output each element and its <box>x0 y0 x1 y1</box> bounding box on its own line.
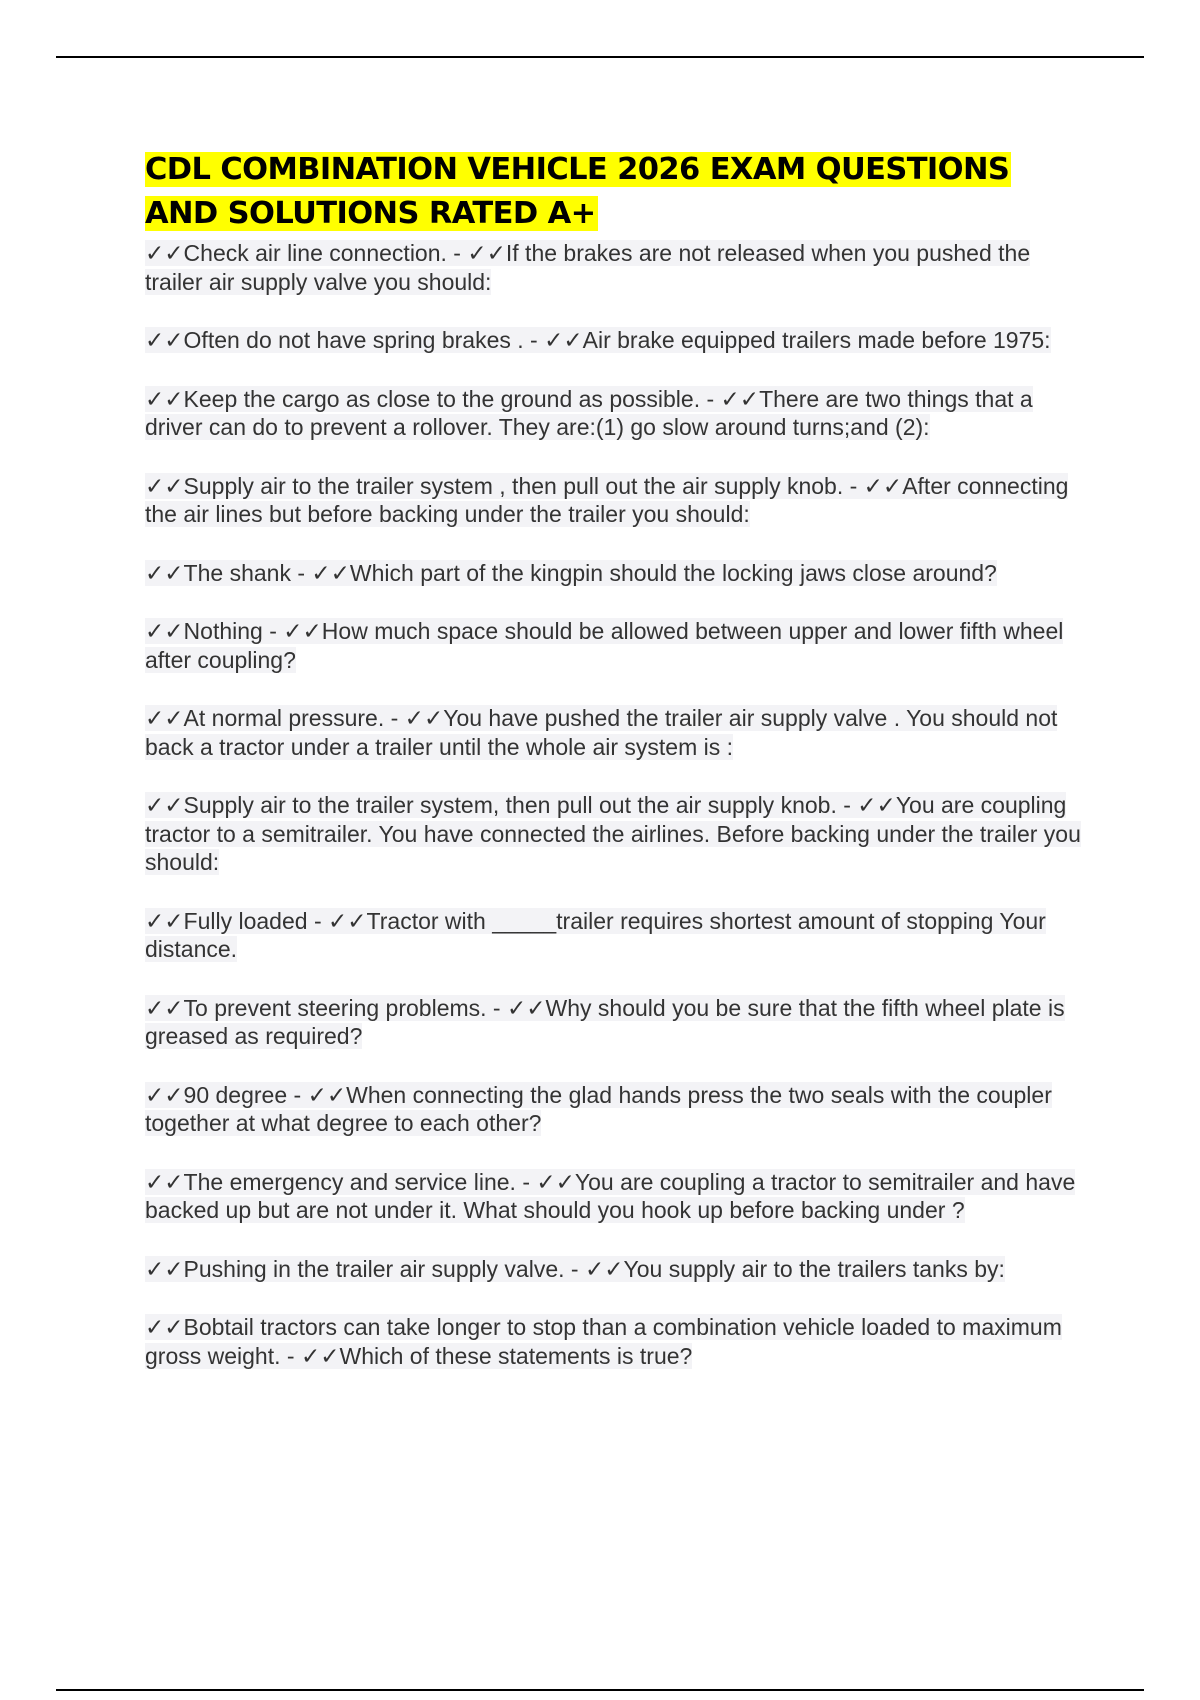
qa-item-text: ✓✓Supply air to the trailer system , then pull out the air supply knob. - ✓✓After connecting the air lines but before backing under the trailer you should: <box>145 472 1069 527</box>
qa-item-text: ✓✓The shank - ✓✓Which part of the kingpin should the locking jaws close around? <box>145 559 997 586</box>
qa-item <box>145 1081 1090 1138</box>
qa-item-text: ✓✓Fully loaded - ✓✓Tractor with _____trailer requires shortest amount of stopping Your distance. <box>145 907 1046 962</box>
document-title-text: CDL COMBINATION VEHICLE 2026 EXAM QUESTIONS AND SOLUTIONS RATED A+ <box>145 152 1010 231</box>
qa-item <box>145 791 1090 877</box>
qa-item-text: ✓✓Bobtail tractors can take longer to stop than a combination vehicle loaded to maximum gross weight. - ✓✓Which of these statements is true? <box>145 1314 1062 1369</box>
qa-item <box>145 907 1090 964</box>
qa-item <box>145 1255 1090 1284</box>
top-rule <box>56 56 1144 58</box>
qa-item-text: ✓✓Supply air to the trailer system, then pull out the air supply knob. - ✓✓You are coupling tractor to a semitrailer. You have connected the airlines. Before backing under the trailer you should: <box>145 792 1081 875</box>
qa-item <box>145 326 1090 355</box>
qa-item-text: ✓✓Pushing in the trailer air supply valve. - ✓✓You supply air to the trailers tanks by: <box>145 1255 1005 1282</box>
qa-item-text: ✓✓Keep the cargo as close to the ground as possible. - ✓✓There are two things that a driver can do to prevent a rollover. They are:(1) go slow around turns;and (2): <box>145 385 1033 440</box>
qa-item-text: ✓✓90 degree - ✓✓When connecting the glad hands press the two seals with the coupler together at what degree to each other? <box>145 1081 1052 1136</box>
qa-item <box>145 1313 1090 1370</box>
qa-item <box>145 559 1090 588</box>
qa-item-text: ✓✓Often do not have spring brakes . - ✓✓Air brake equipped trailers made before 1975: <box>145 327 1051 353</box>
qa-item <box>145 472 1090 529</box>
qa-item <box>145 239 1090 296</box>
qa-item-text: ✓✓Nothing - ✓✓How much space should be allowed between upper and lower fifth wheel after coupling? <box>145 618 1064 673</box>
qa-item-text: ✓✓Check air line connection. - ✓✓If the brakes are not released when you pushed the trailer air supply valve you should: <box>145 240 1031 295</box>
document-title <box>145 148 1090 236</box>
qa-item-text: ✓✓The emergency and service line. - ✓✓You are coupling a tractor to semitrailer and have backed up but are not under it. What should you hook up before backing under ? <box>145 1168 1076 1223</box>
qa-item <box>145 385 1090 442</box>
qa-item-text: ✓✓At normal pressure. - ✓✓You have pushed the trailer air supply valve . You should not back a tractor under a trailer until the whole air system is : <box>145 705 1058 760</box>
qa-item <box>145 1168 1090 1225</box>
bottom-rule <box>56 1689 1144 1691</box>
qa-item <box>145 994 1090 1051</box>
qa-item <box>145 704 1090 761</box>
qa-item-text: ✓✓To prevent steering problems. - ✓✓Why should you be sure that the fifth wheel plate is greased as required? <box>145 994 1065 1049</box>
qa-item <box>145 617 1090 674</box>
document-body <box>145 148 1090 1400</box>
